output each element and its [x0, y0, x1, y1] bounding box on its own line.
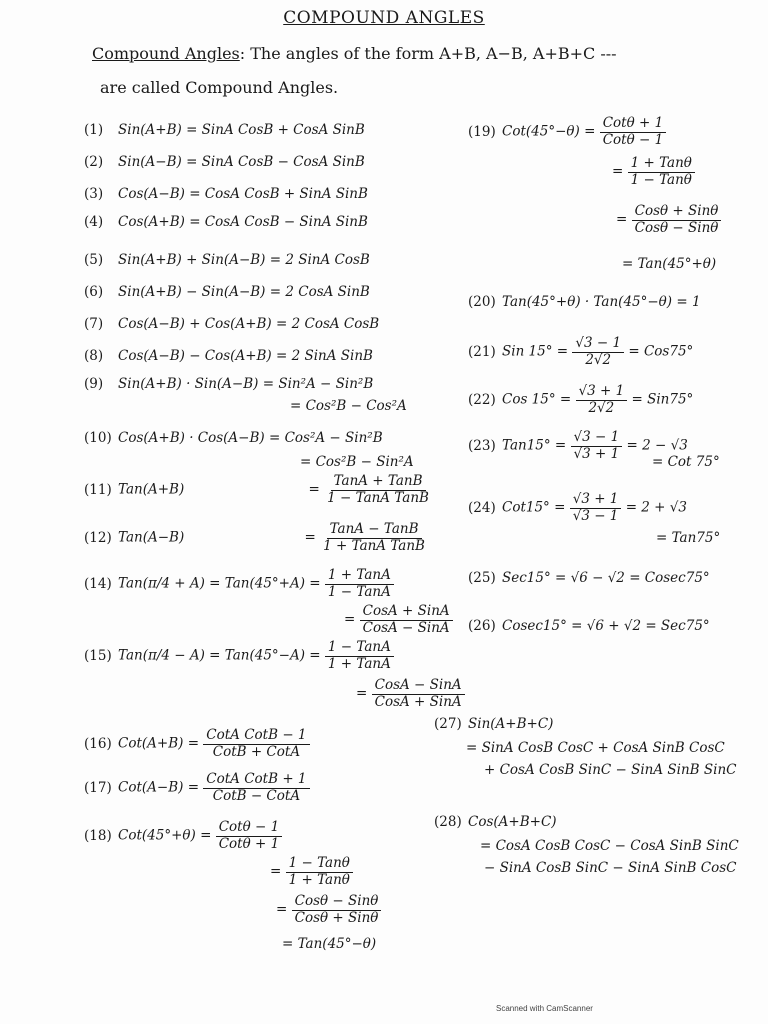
formula-5 — [84, 252, 370, 268]
formula-number: (23) — [468, 437, 496, 454]
formula-12: (12) Tan(A−B) = $\frac{\text{TanA − TanB}}{\text{1 + TanA TanB}}$ — [84, 522, 428, 554]
fraction: $\frac{√3 - 1}{√3 + 1}$ — [571, 430, 623, 462]
formula-number: (3) — [84, 186, 104, 202]
formula-rhs: = CosA CosB + SinA SinB — [189, 186, 368, 202]
formula-rhs: = 2 SinA SinB — [276, 348, 373, 364]
formula-rhs: = 2 CosA SinB — [269, 284, 370, 300]
formula-rhs: = 2 SinA CosB — [269, 252, 370, 268]
formula-24-line-2: = Tan75° — [656, 530, 721, 546]
formula-15-line-2: = $\frac{\text{CosA − SinA}}{\text{CosA + SinA}}$ — [356, 678, 465, 710]
formula-14 — [84, 568, 394, 600]
formula-lhs: Sin(A+B) − Sin(A−B) — [118, 284, 266, 300]
fraction: $\frac{√3 + 1}{√3 - 1}$ — [570, 492, 622, 524]
formula-18 — [84, 820, 282, 852]
formula-10 — [84, 430, 383, 446]
formula-lhs: Cot15° = — [502, 499, 566, 516]
formula-lhs: Sin(A−B) — [118, 154, 182, 170]
formula-27-line-3: + CosA CosB SinC − SinA SinB SinC — [484, 762, 737, 778]
formula-24 — [468, 492, 687, 524]
formula-lhs: Cos(A−B) — [118, 186, 185, 202]
formula-rhs: = CosA CosB − SinA SinB — [189, 214, 368, 230]
intro-line-1 — [92, 44, 617, 63]
formula-19-line-4: = Tan(45°+θ) — [622, 256, 717, 272]
page-title: COMPOUND ANGLES — [283, 8, 485, 28]
formula-14-line-2: = $\frac{\text{CosA + SinA}}{\text{CosA − SinA}}$ — [344, 604, 453, 636]
fraction: $\frac{\text{CosA + SinA}}{\text{CosA − SinA}}$ — [360, 604, 453, 636]
formula-number: (14) — [84, 575, 112, 592]
formula-4 — [84, 214, 368, 230]
formula-lhs: Tan15° = — [502, 437, 567, 454]
formula-lhs: Sin(A+B) · Sin(A−B) — [118, 376, 259, 392]
formula-number: (9) — [84, 376, 104, 392]
formula-number: (19) — [468, 123, 496, 140]
formula-lhs: Cos(A+B+C) — [468, 814, 557, 830]
formula-number: (2) — [84, 154, 104, 170]
formula-18-line-3: = $\frac{\text{Cosθ − Sinθ}}{\text{Cosθ + Sinθ}}$ — [276, 894, 381, 926]
formula-lhs: Cot(A+B) = — [118, 735, 199, 752]
formula-number: (24) — [468, 499, 496, 516]
formula-lhs: Tan(A−B) — [118, 529, 185, 546]
intro-term: Compound Angles — [92, 44, 240, 63]
formula-number: (22) — [468, 391, 496, 408]
formula-28 — [434, 814, 557, 830]
formula-10-line-2: = Cos²B − Sin²A — [300, 454, 414, 470]
formula-lhs: Cot(45°+θ) = — [118, 827, 212, 844]
formula-20 — [468, 294, 701, 310]
formula-8 — [84, 348, 373, 364]
formula-lhs: Sec15° = √6 − √2 = Cosec75° — [502, 570, 710, 586]
formula-7 — [84, 316, 379, 332]
formula-rhs: = 2 − √3 — [626, 437, 688, 454]
formula-11: (11) Tan(A+B) = $\frac{\text{TanA + TanB}}{\text{1 − TanA TanB}}$ — [84, 474, 432, 506]
formula-number: (15) — [84, 647, 112, 664]
fraction: $\frac{\text{TanA − TanB}}{\text{1 + TanA TanB}}$ — [323, 521, 425, 554]
formula-lhs: Cos(A−B) − Cos(A+B) — [118, 348, 272, 364]
formula-rhs: = 2 CosA CosB — [276, 316, 380, 332]
formula-number: (26) — [468, 618, 496, 634]
formula-16 — [84, 728, 310, 760]
formula-number: (5) — [84, 252, 104, 268]
formula-25 — [468, 570, 710, 586]
fraction: $\frac{\text{Cotθ + 1}}{\text{Cotθ − 1}}$ — [600, 116, 667, 148]
formula-15 — [84, 640, 394, 672]
formula-1 — [84, 122, 365, 138]
formula-9-line-2: = Cos²B − Cos²A — [290, 398, 407, 414]
formula-lhs: Cos 15° = — [502, 391, 572, 408]
fraction: $\frac{\text{CotA CotB + 1}}{\text{CotB − CotA}}$ — [203, 772, 309, 804]
formula-19-line-2: = $\frac{\text{1 + Tanθ}}{\text{1 − Tanθ}}$ — [612, 156, 695, 188]
formula-number: (4) — [84, 214, 104, 230]
formula-19 — [468, 116, 666, 148]
formula-18-line-2: = $\frac{\text{1 − Tanθ}}{\text{1 + Tanθ}}$ — [270, 856, 353, 888]
fraction: $\frac{\text{Cosθ − Sinθ}}{\text{Cosθ + Sinθ}}$ — [292, 894, 382, 926]
formula-number: (1) — [84, 122, 104, 138]
formula-lhs: Cos(A−B) + Cos(A+B) — [118, 316, 272, 332]
formula-26 — [468, 618, 710, 634]
formula-rhs: = Cos²A − Sin²B — [268, 430, 383, 446]
formula-rhs: = SinA CosB − CosA SinB — [186, 154, 365, 170]
formula-6 — [84, 284, 370, 300]
formula-lhs: Cot(A−B) = — [118, 779, 199, 796]
fraction: $\frac{\text{Cosθ + Sinθ}}{\text{Cosθ − Sinθ}}$ — [632, 204, 722, 236]
formula-number: (27) — [434, 716, 462, 732]
fraction: $\frac{√3 - 1}{2√2}$ — [572, 336, 624, 368]
formula-28-line-3: − SinA CosB SinC − SinA SinB CosC — [484, 860, 737, 876]
intro-line-2: are called Compound Angles. — [100, 78, 339, 97]
formula-lhs: Cos(A+B) — [118, 214, 185, 230]
formula-19-line-3: = $\frac{\text{Cosθ + Sinθ}}{\text{Cosθ − Sinθ}}$ — [616, 204, 721, 236]
formula-28-line-2: = CosA CosB CosC − CosA SinB SinC — [480, 838, 739, 854]
formula-21 — [468, 336, 693, 368]
fraction: $\frac{\text{CosA − SinA}}{\text{CosA + SinA}}$ — [372, 678, 465, 710]
formula-number: (21) — [468, 343, 496, 360]
scanner-watermark: Scanned with CamScanner — [496, 1004, 593, 1013]
formula-18-line-4: = Tan(45°−θ) — [282, 936, 377, 952]
formula-lhs: Cosec15° = √6 + √2 = Sec75° — [502, 618, 710, 634]
formula-number: (17) — [84, 779, 112, 796]
formula-number: (11) — [84, 481, 112, 498]
fraction: $\frac{\text{1 + TanA}}{\text{1 − TanA}}$ — [325, 568, 394, 600]
fraction: $\frac{\text{Cotθ − 1}}{\text{Cotθ + 1}}$ — [216, 820, 283, 852]
formula-27-line-2: = SinA CosB CosC + CosA SinB CosC — [466, 740, 725, 756]
fraction: $\frac{\text{1 + Tanθ}}{\text{1 − Tanθ}}$ — [628, 156, 695, 188]
formula-lhs: Tan(45°+θ) · Tan(45°−θ) = 1 — [502, 294, 701, 310]
formula-rhs: = SinA CosB + CosA SinB — [186, 122, 365, 138]
formula-rhs: = Sin75° — [631, 391, 694, 408]
formula-lhs: Sin(A+B) — [118, 122, 182, 138]
formula-number: (10) — [84, 430, 112, 446]
formula-number: (18) — [84, 827, 112, 844]
fraction: $\frac{√3 + 1}{2√2}$ — [576, 384, 628, 416]
formula-lhs: Sin(A+B+C) — [468, 716, 554, 732]
fraction: $\frac{\text{1 − Tanθ}}{\text{1 + Tanθ}}$ — [286, 856, 353, 888]
formula-number: (16) — [84, 735, 112, 752]
formula-23-line-2: = Cot 75° — [652, 454, 720, 470]
formula-number: (25) — [468, 570, 496, 586]
formula-lhs: Tan(A+B) — [118, 481, 185, 498]
formula-number: (12) — [84, 529, 112, 546]
formula-lhs: Sin(A+B) + Sin(A−B) — [118, 252, 266, 268]
formula-lhs: Cot(45°−θ) = — [502, 123, 596, 140]
formula-rhs: = Cos75° — [628, 343, 694, 360]
formula-2 — [84, 154, 365, 170]
formula-number: (6) — [84, 284, 104, 300]
formula-rhs: = Sin²A − Sin²B — [262, 376, 374, 392]
formula-number: (20) — [468, 294, 496, 310]
formula-rhs: = 2 + √3 — [625, 499, 687, 516]
fraction: $\frac{\text{1 − TanA}}{\text{1 + TanA}}$ — [325, 640, 394, 672]
formula-lhs: Tan(π/4 + A) = Tan(45°+A) = — [118, 575, 321, 592]
fraction: $\frac{\text{TanA + TanB}}{\text{1 − TanA TanB}}$ — [327, 473, 429, 506]
formula-number: (28) — [434, 814, 462, 830]
formula-17 — [84, 772, 310, 804]
fraction: $\frac{\text{CotA CotB − 1}}{\text{CotB + CotA}}$ — [203, 728, 309, 760]
formula-lhs: Tan(π/4 − A) = Tan(45°−A) = — [118, 647, 321, 664]
formula-lhs: Cos(A+B) · Cos(A−B) — [118, 430, 265, 446]
formula-number: (8) — [84, 348, 104, 364]
formula-lhs: Sin 15° = — [502, 343, 569, 360]
formula-22 — [468, 384, 693, 416]
intro-text: : The angles of the form A+B, A−B, A+B+C --- — [239, 44, 617, 63]
formula-number: (7) — [84, 316, 104, 332]
formula-9 — [84, 376, 373, 392]
formula-3 — [84, 186, 368, 202]
formula-27 — [434, 716, 553, 732]
